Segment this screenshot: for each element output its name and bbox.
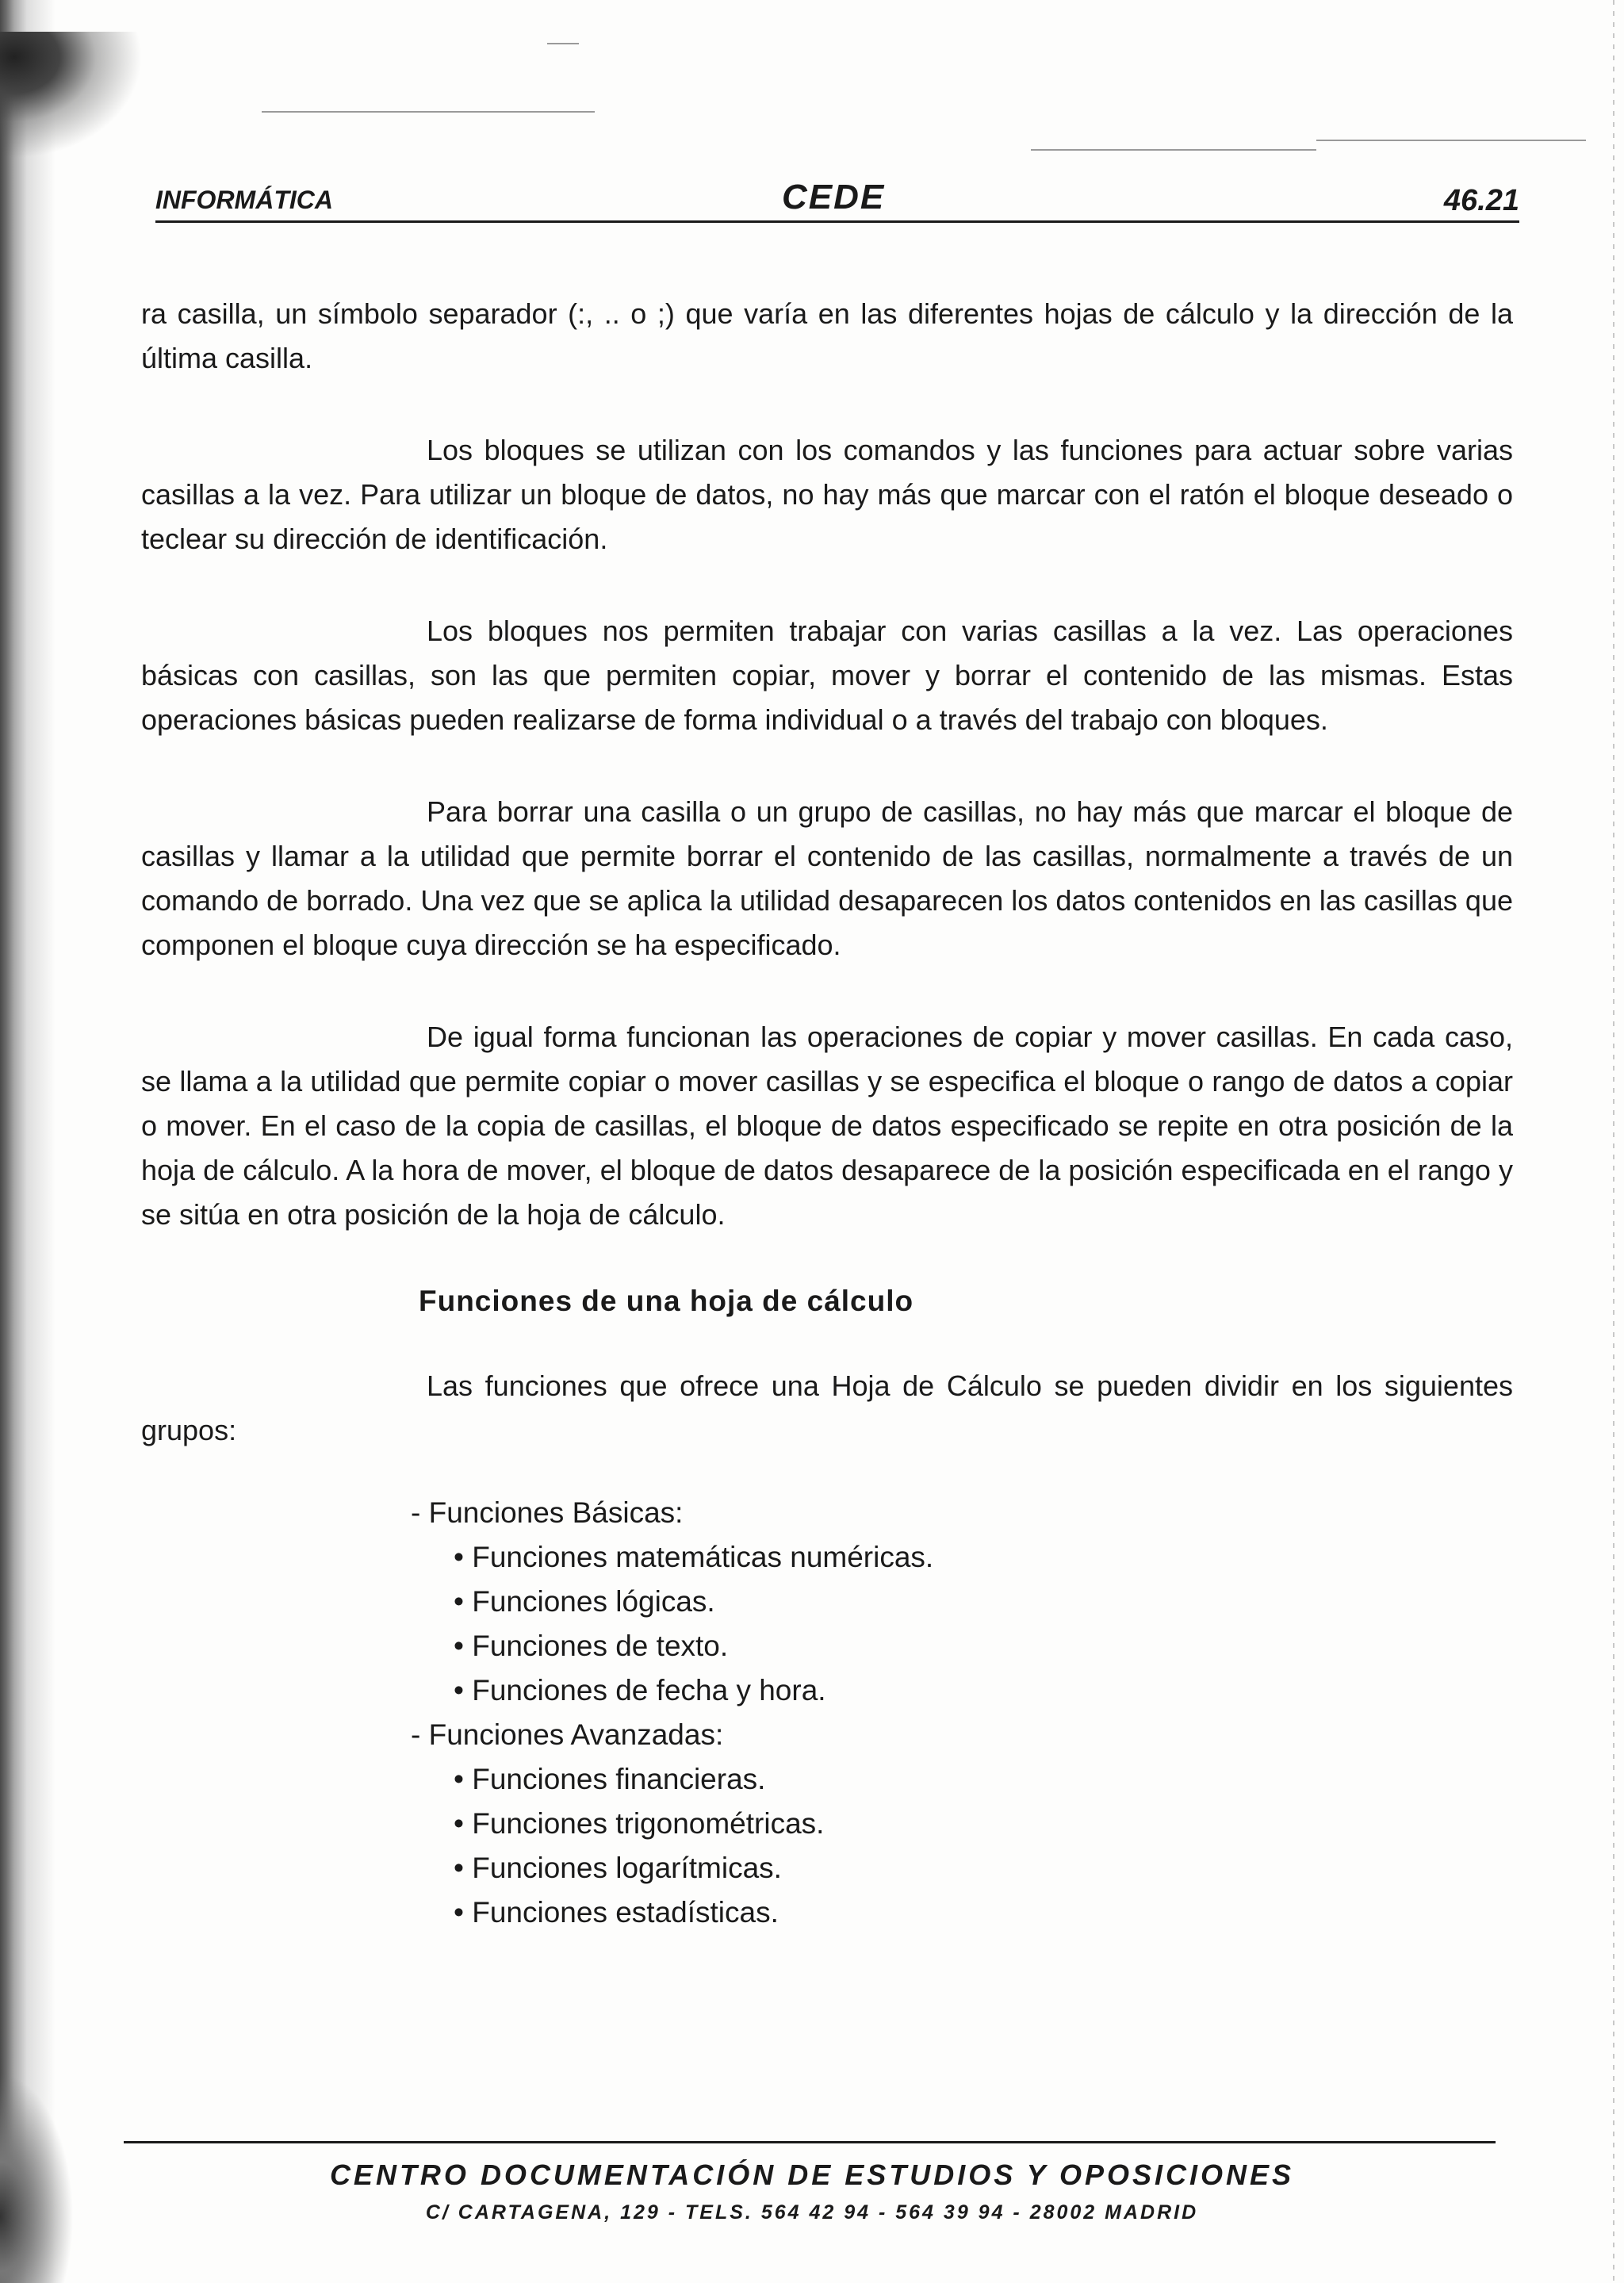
function-list [411, 1491, 1513, 1935]
section-intro: Las funciones que ofrece una Hoja de Cálculo se pueden dividir en los siguientes grupos: [141, 1369, 1513, 1446]
paragraph: ra casilla, un símbolo separador (:, .. o ;) que varía en las diferentes hojas de cálculo y la dirección de la última casilla. [141, 297, 1513, 374]
footer-address: C/ CARTAGENA, 129 - TELS. 564 42 94 - 564 39 94 - 28002 MADRID [425, 2201, 1199, 2224]
paragraph: Los bloques se utilizan con los comandos y las funciones para actuar sobre varias casillas a la vez. Para utilizar un bloque de datos, no hay más que marcar con el ratón el bloque deseado o teclear su dirección de identificación. [141, 434, 1513, 555]
section-heading: Funciones de una hoja de cálculo [419, 1285, 914, 1317]
list-item: • Funciones trigonométricas. [454, 1802, 1513, 1846]
document-body [141, 292, 1513, 1935]
paragraph: Para borrar una casilla o un grupo de casillas, no hay más que marcar el bloque de casillas y llamar a la utilidad que permite borrar el contenido de las casillas, normalmente a través de un comando de borrado. Una vez que se aplica la utilidad desaparecen los datos contenidos en las casillas que componen el bloque cuya dirección se ha especificado. [141, 795, 1513, 961]
paragraph: Los bloques nos permiten trabajar con varias casillas a la vez. Las operaciones básicas con casillas, son las que permiten copiar, mover y borrar el contenido de las mismas. Estas operaciones básicas pueden realizarse de forma individual o a través del trabajo con bloques. [141, 615, 1513, 736]
header-rule [155, 220, 1519, 223]
paragraph: De igual forma funcionan las operaciones de copiar y mover casillas. En cada caso, se llama a la utilidad que permite copiar o mover casillas y se especifica el bloque o rango de datos a copiar o mover. En el caso de la copia de casillas, el bloque de datos especificado se repite en otra posición de la hoja de cálculo. A la hora de mover, el bloque de datos desaparece de la posición especificada en el rango y se sitúa en otra posición de la hoja de cálculo. [141, 1021, 1513, 1231]
list-group-label: - Funciones Básicas: [411, 1496, 684, 1529]
list-item: • Funciones de texto. [454, 1624, 1513, 1668]
scan-artifact-top [0, 32, 143, 159]
list-item: • Funciones financieras. [454, 1757, 1513, 1802]
scan-noise-line [1031, 149, 1316, 151]
scan-edge-right [1613, 0, 1614, 2283]
scan-shadow-left [0, 0, 56, 2283]
scan-noise-line [262, 111, 595, 113]
footer-organization: CENTRO DOCUMENTACIÓN DE ESTUDIOS Y OPOSICIONES [329, 2159, 1295, 2191]
header-subject: INFORMÁTICA [155, 186, 333, 214]
list-item: • Funciones matemáticas numéricas. [454, 1535, 1513, 1580]
list-item: • Funciones logarítmicas. [454, 1846, 1513, 1890]
scan-noise-line [547, 43, 579, 44]
scan-noise-line [1316, 140, 1586, 141]
footer-rule [124, 2141, 1496, 2143]
list-item: • Funciones lógicas. [454, 1580, 1513, 1624]
list-item: • Funciones estadísticas. [454, 1890, 1513, 1935]
header-logo-text: CEDE [782, 178, 886, 216]
list-group-label: - Funciones Avanzadas: [411, 1718, 724, 1751]
page-header [155, 178, 1519, 225]
page-number: 46.21 [1443, 184, 1519, 217]
list-item: • Funciones de fecha y hora. [454, 1668, 1513, 1713]
